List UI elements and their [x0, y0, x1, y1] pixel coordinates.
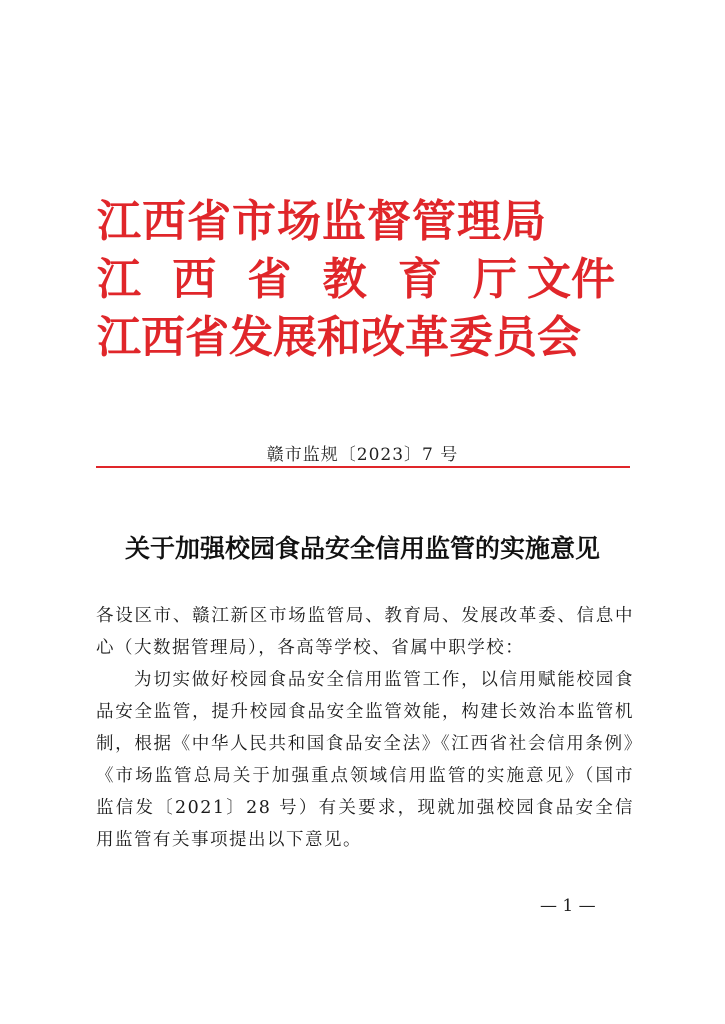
issuer-char: 厅 — [472, 254, 517, 305]
document-number: 赣市监规〔2023〕7 号 — [266, 445, 459, 465]
issuer-line-market-regulation: 江西省市场监督管理局 — [97, 196, 547, 247]
issuer-char: 江 — [97, 254, 141, 305]
page-number: — 1 — — [540, 896, 596, 916]
issuer-char: 育 — [397, 254, 442, 305]
issuer-education-chars — [97, 254, 517, 305]
body-paragraph: 为切实做好校园食品安全信用监管工作，以信用赋能校园食品安全监管，提升校园食品安全监管效能，构建长效治本监管机制，根据《中华人民共和国食品安全法》《江西省社会信用条例》《市场监管总局关于加强重点领域信用监管的实施意见》（国市监信发〔2021〕28 号）有关要求，现就加强校园食品安全信用监管有关事项提出以下意见。 — [96, 670, 634, 850]
issuer-char: 教 — [322, 254, 367, 305]
document-title: 关于加强校园食品安全信用监管的实施意见 — [124, 534, 600, 563]
issuer-line-education — [97, 254, 615, 305]
issuer-line-development-reform: 江西省发展和改革委员会 — [97, 312, 581, 363]
document-body — [96, 600, 634, 856]
issuer-char: 西 — [172, 254, 217, 305]
red-divider — [96, 466, 630, 468]
document-type-label: 文件 — [527, 254, 615, 305]
addressees: 各设区市、赣江新区市场监管局、教育局、发展改革委、信息中心（大数据管理局），各高等学校、省属中职学校： — [96, 606, 634, 658]
issuer-char: 省 — [247, 254, 292, 305]
